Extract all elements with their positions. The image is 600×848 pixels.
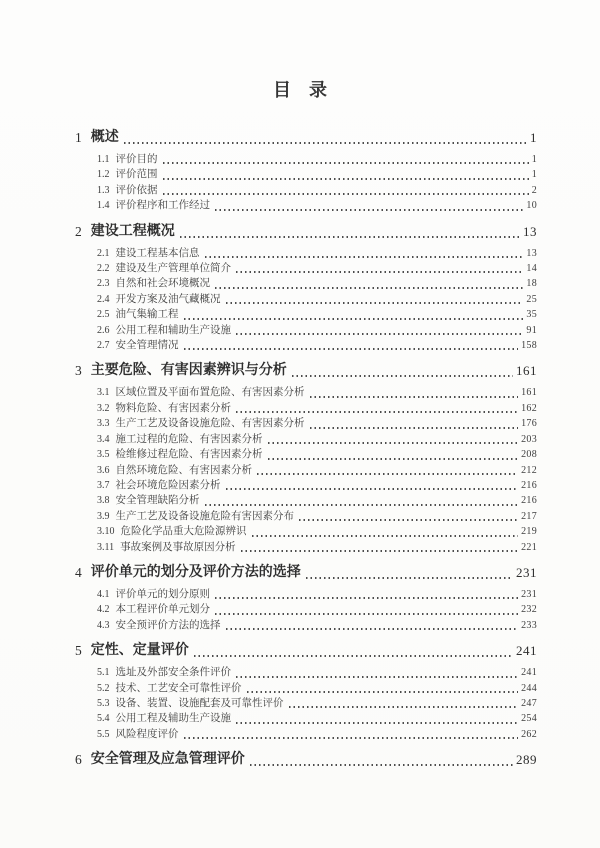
entry-title: 评价单元的划分及评价方法的选择 [90, 564, 301, 580]
entry-number: 1.1 [97, 154, 110, 165]
entry-title: 生产工艺及设备设施危险有害因素分布 [115, 510, 294, 522]
entry-number: 4 [75, 564, 82, 580]
entry-title: 油气集输工程 [115, 309, 179, 321]
toc-sub-entry [75, 432, 537, 447]
entry-number: 2.6 [97, 324, 110, 336]
entry-page-number: 212 [521, 464, 537, 476]
entry-number: 2.4 [97, 293, 110, 305]
toc-sub-entry [75, 727, 537, 742]
entry-number: 5.3 [97, 697, 110, 709]
entry-title: 检维修过程危险、有害因素分析 [115, 449, 263, 461]
entry-page-number: 176 [521, 418, 537, 430]
entry-title: 评价目的 [115, 154, 158, 165]
entry-page-number: 208 [521, 449, 537, 461]
dot-leader [241, 550, 518, 552]
entry-number: 2.3 [97, 278, 110, 290]
entry-number: 1 [75, 130, 82, 145]
dot-leader [205, 256, 524, 258]
entry-page-number: 1 [530, 130, 537, 145]
entry-title: 自然环境危险、有害因素分析 [115, 464, 252, 476]
toc-chapter-entry [75, 563, 537, 583]
toc-sub-entry [75, 524, 537, 539]
entry-title: 生产工艺及设备设施危险、有害因素分析 [115, 418, 305, 430]
entry-title: 主要危险、有害因素辨识与分析 [90, 363, 287, 379]
dot-leader [236, 271, 523, 273]
entry-page-number: 216 [521, 495, 537, 507]
entry-title: 施工过程的危险、有害因素分析 [115, 433, 263, 445]
entry-page-number: 35 [526, 309, 537, 321]
entry-title: 区域位置及平面布置危险、有害因素分析 [115, 387, 305, 399]
entry-title: 建设工程基本信息 [115, 247, 200, 259]
toc [0, 128, 600, 770]
dot-leader [247, 691, 519, 693]
toc-sub-entry [75, 478, 537, 493]
toc-sub-entry [75, 447, 537, 462]
dot-leader [184, 737, 519, 739]
toc-sub-entry [75, 401, 537, 416]
dot-leader [226, 628, 519, 630]
entry-title: 物料危险、有害因素分析 [115, 402, 231, 414]
entry-page-number: 161 [516, 363, 537, 379]
dot-leader [236, 411, 518, 413]
toc-chapter-entry [75, 750, 537, 770]
toc-sub-entry [75, 493, 537, 508]
entry-number: 3.5 [97, 449, 110, 461]
entry-title: 设备、装置、设施配套及可靠性评价 [115, 697, 284, 709]
dot-leader [184, 318, 524, 320]
dot-leader [250, 764, 513, 766]
toc-sub-entry [75, 385, 537, 400]
dot-leader [257, 473, 518, 475]
entry-title: 危险化学品重大危险源辨识 [120, 526, 247, 538]
entry-title: 开发方案及油气藏概况 [115, 293, 221, 305]
toc-sub-entry [75, 338, 537, 353]
dot-leader [215, 613, 518, 615]
entry-page-number: 241 [521, 667, 537, 679]
entry-title: 事故案例及事故原因分析 [120, 541, 236, 553]
toc-chapter-entry [75, 222, 537, 242]
entry-title: 选址及外部安全条件评价 [115, 667, 231, 679]
dot-leader [310, 427, 519, 429]
entry-number: 1.4 [97, 200, 110, 212]
entry-title: 评价依据 [115, 184, 158, 196]
dot-leader [180, 236, 520, 238]
dot-leader [163, 193, 529, 195]
toc-sub-entry [75, 152, 537, 167]
toc-sub-entry [75, 463, 537, 478]
entry-title: 安全管理及应急管理评价 [90, 752, 245, 768]
entry-number: 5.1 [97, 667, 110, 679]
dot-leader [289, 706, 519, 708]
dot-leader [268, 442, 519, 444]
dot-leader [299, 519, 518, 521]
entry-title: 社会环境危险因素分析 [115, 479, 221, 491]
toc-sub-entry [75, 509, 537, 524]
entry-page-number: 91 [526, 324, 537, 336]
dot-leader [163, 162, 529, 164]
entry-page-number: 14 [526, 263, 537, 275]
toc-sub-entry [75, 183, 537, 198]
toc-sub-entry [75, 323, 537, 338]
toc-sub-entry [75, 696, 537, 711]
dot-leader [205, 504, 519, 506]
dot-leader [163, 178, 529, 180]
entry-number: 3.6 [97, 464, 110, 476]
entry-page-number: 158 [521, 340, 537, 352]
toc-sub-entry [75, 246, 537, 261]
entry-number: 4.2 [97, 604, 110, 616]
entry-title: 定性、定量评价 [90, 643, 189, 659]
entry-number: 1.3 [97, 184, 110, 196]
entry-page-number: 161 [521, 387, 537, 399]
toc-sub-entry [75, 198, 537, 213]
entry-page-number: 217 [521, 510, 537, 522]
entry-page-number: 13 [526, 247, 537, 259]
entry-title: 安全管理情况 [115, 340, 179, 352]
dot-leader [310, 396, 519, 398]
entry-number: 6 [75, 752, 82, 768]
toc-chapter-entry [75, 128, 537, 148]
entry-title: 概述 [90, 130, 119, 145]
dot-leader [215, 597, 518, 599]
toc-sub-entry [75, 261, 537, 276]
toc-sub-entry [75, 167, 537, 182]
entry-number: 5.4 [97, 713, 110, 725]
dot-leader [124, 142, 527, 144]
entry-page-number: 232 [521, 604, 537, 616]
entry-page-number: 25 [526, 293, 537, 305]
entry-title: 安全管理缺陷分析 [115, 495, 200, 507]
entry-number: 3.3 [97, 418, 110, 430]
toc-sub-entry [75, 276, 537, 291]
dot-leader [194, 655, 513, 657]
dot-leader [215, 209, 523, 211]
entry-number: 3.4 [97, 433, 110, 445]
entry-title: 建设及生产管理单位简介 [115, 263, 231, 275]
toc-chapter-entry [75, 641, 537, 661]
dot-leader [292, 375, 513, 377]
entry-page-number: 241 [516, 643, 537, 659]
entry-page-number: 262 [521, 728, 537, 740]
entry-page-number: 247 [521, 697, 537, 709]
entry-title: 评价单元的划分原则 [115, 588, 210, 600]
toc-sub-entry [75, 540, 537, 555]
toc-sub-entry [75, 307, 537, 322]
entry-number: 5.2 [97, 682, 110, 694]
toc-sub-entry [75, 681, 537, 696]
entry-number: 1.2 [97, 169, 110, 181]
entry-page-number: 221 [521, 541, 537, 553]
entry-number: 2.7 [97, 340, 110, 352]
dot-leader [226, 488, 519, 490]
entry-page-number: 231 [516, 564, 537, 580]
entry-number: 3.1 [97, 387, 110, 399]
entry-number: 5 [75, 643, 82, 659]
entry-title: 技术、工艺安全可靠性评价 [115, 682, 242, 694]
entry-page-number: 10 [526, 200, 537, 212]
entry-page-number: 162 [521, 402, 537, 414]
entry-number: 4.3 [97, 619, 110, 631]
toc-sub-entry [75, 416, 537, 431]
entry-page-number: 289 [516, 752, 537, 768]
toc-sub-entry [75, 618, 537, 633]
entry-title: 自然和社会环境概况 [115, 278, 210, 290]
entry-number: 3.10 [97, 526, 115, 538]
dot-leader [184, 348, 519, 350]
dot-leader [306, 577, 513, 579]
toc-sub-entry [75, 292, 537, 307]
toc-sub-entry [75, 602, 537, 617]
dot-leader [215, 287, 523, 289]
entry-page-number: 1 [531, 154, 537, 165]
dot-leader [236, 333, 523, 335]
entry-number: 5.5 [97, 728, 110, 740]
entry-title: 公用工程和辅助生产设施 [115, 324, 231, 336]
dot-leader [226, 302, 524, 304]
entry-title: 安全预评价方法的选择 [115, 619, 221, 631]
entry-number: 2.2 [97, 263, 110, 275]
entry-title: 评价程序和工作经过 [115, 200, 210, 212]
dot-leader [252, 535, 519, 537]
entry-title: 公用工程及辅助生产设施 [115, 713, 231, 725]
entry-page-number: 2 [531, 184, 537, 196]
entry-page-number: 254 [521, 713, 537, 725]
entry-number: 3.2 [97, 402, 110, 414]
page-title: 目 录 [273, 80, 327, 100]
entry-title: 建设工程概况 [90, 223, 175, 239]
toc-sub-entry [75, 665, 537, 680]
entry-number: 4.1 [97, 588, 110, 600]
dot-leader [268, 458, 519, 460]
entry-number: 2 [75, 223, 82, 239]
dot-leader [236, 722, 518, 724]
entry-number: 3.8 [97, 495, 110, 507]
entry-title: 本工程评价单元划分 [115, 604, 210, 616]
toc-sub-entry [75, 587, 537, 602]
entry-number: 3.7 [97, 479, 110, 491]
entry-page-number: 219 [521, 526, 537, 538]
dot-leader [236, 676, 518, 678]
entry-page-number: 1 [531, 169, 537, 181]
entry-number: 3.11 [97, 541, 115, 553]
entry-page-number: 231 [521, 588, 537, 600]
entry-page-number: 203 [521, 433, 537, 445]
toc-chapter-entry [75, 361, 537, 381]
toc-sub-entry [75, 711, 537, 726]
entry-page-number: 216 [521, 479, 537, 491]
entry-title: 评价范围 [115, 169, 158, 181]
entry-number: 2.1 [97, 247, 110, 259]
entry-page-number: 233 [521, 619, 537, 631]
entry-page-number: 18 [526, 278, 537, 290]
entry-page-number: 244 [521, 682, 537, 694]
entry-number: 3 [75, 363, 82, 379]
entry-title: 风险程度评价 [115, 728, 179, 740]
entry-page-number: 13 [523, 223, 537, 239]
entry-number: 2.5 [97, 309, 110, 321]
entry-number: 3.9 [97, 510, 110, 522]
